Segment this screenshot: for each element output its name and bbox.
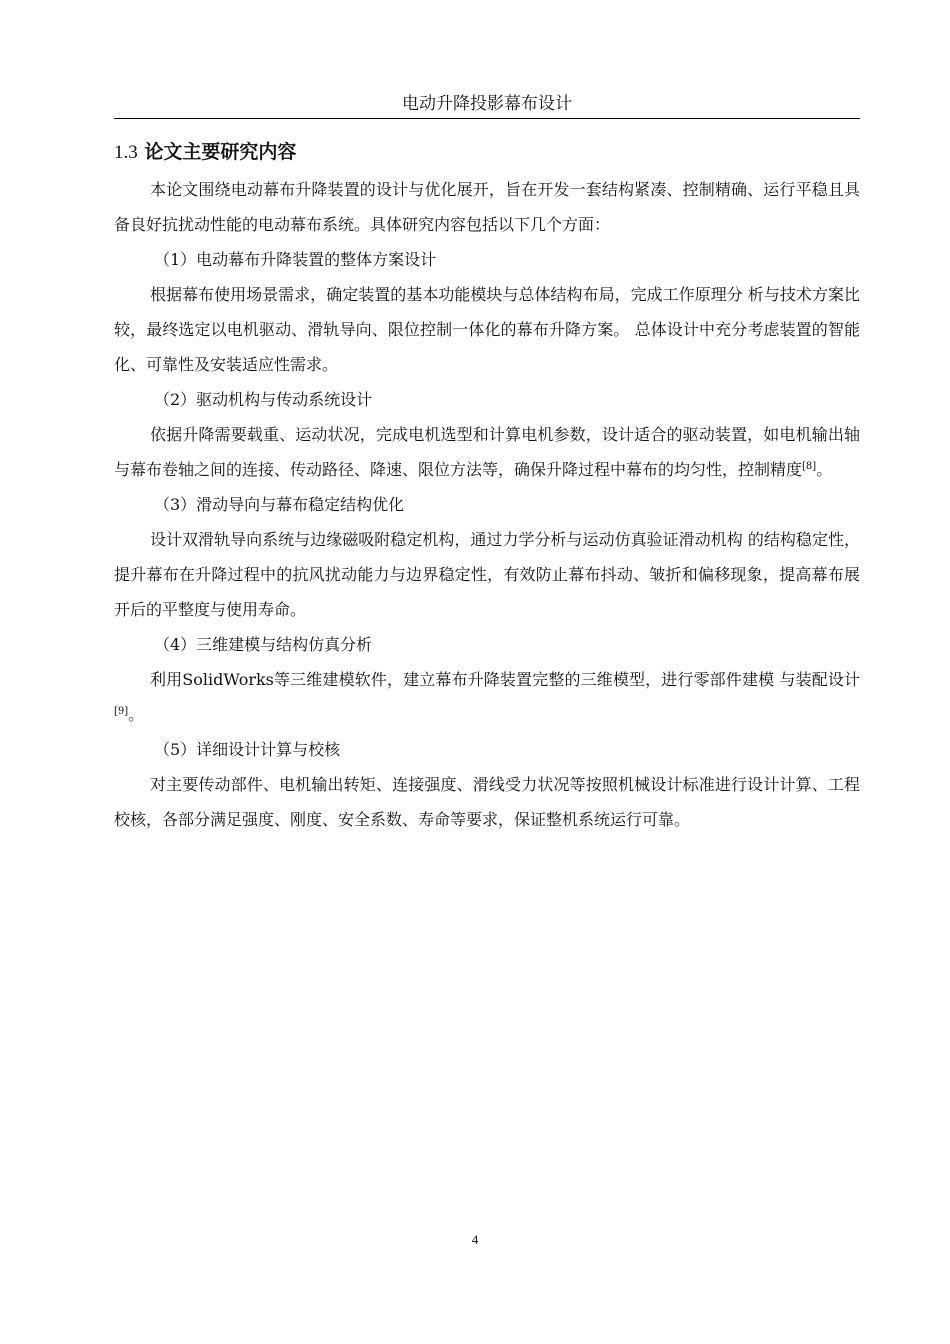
item-3-paragraph [114,522,860,627]
item-2-paragraph [114,417,860,487]
item-1-text: 根据幕布使用场景需求，确定装置的基本功能模块与总体结构布局，完成工作原理分 析与技术方案比较，最终选定以电机驱动、滑轨导向、限位控制一体化的幕布升降方案。 总体设计中充分考虑装置的智能化、可靠性及安装适应性需求。 [114,285,860,374]
item-2-heading: （2）驱动机构与传动系统设计 [154,390,373,409]
item-1-paragraph [114,277,860,382]
item-4-paragraph [114,662,860,732]
header-rule [114,118,860,119]
running-header: 电动升降投影幕布设计 [402,94,572,114]
section-title: 论文主要研究内容 [144,141,297,163]
item-5-heading: （5）详细设计计算与校核 [154,740,341,759]
section-number: 1.3 [114,142,138,163]
item-2-tail: 。 [816,460,833,479]
item-5-text: 对主要传动部件、电机输出转矩、连接强度、滑线受力状况等按照机械设计标准进行设计计算、工程校核，各部分满足强度、刚度、安全系数、寿命等要求，保证整机系统运行可靠。 [114,775,860,829]
item-1-heading: （1）电动幕布升降装置的整体方案设计 [154,250,437,269]
citation-8: [8] [802,461,817,472]
item-4-heading: （4）三维建模与结构仿真分析 [154,635,373,654]
item-3-text: 设计双滑轨导向系统与边缘磁吸附稳定机构，通过力学分析与运动仿真验证滑动机构 的结构稳定性，提升幕布在升降过程中的抗风扰动能力与边界稳定性，有效防止幕布抖动、皱折和偏移现象，提高幕布展开后的平整度与使用寿命。 [114,530,860,619]
item-4-tail: 。 [128,705,145,724]
item-5-paragraph [114,767,860,837]
page-body [114,135,860,837]
intro-paragraph: 本论文围绕电动幕布升降装置的设计与优化展开，旨在开发一套结构紧凑、控制精确、运行平稳且具备良好抗扰动性能的电动幕布系统。具体研究内容包括以下几个方面： [114,180,860,234]
section-heading [114,135,860,170]
item-2-text: 依据升降需要载重、运动状况，完成电机选型和计算电机参数，设计适合的驱动装置，如电机输出轴与幕布卷轴之间的连接、传动路径、降速、限位方法等，确保升降过程中幕布的均匀性，控制精度 [114,425,860,479]
item-3-heading: （3）滑动导向与幕布稳定结构优化 [154,495,405,514]
citation-9: [9] [114,706,129,717]
item-4-text: 利用SolidWorks等三维建模软件，建立幕布升降装置完整的三维模型，进行零部件建模 与装配设计 [150,670,860,689]
page-number: 4 [471,1232,479,1247]
